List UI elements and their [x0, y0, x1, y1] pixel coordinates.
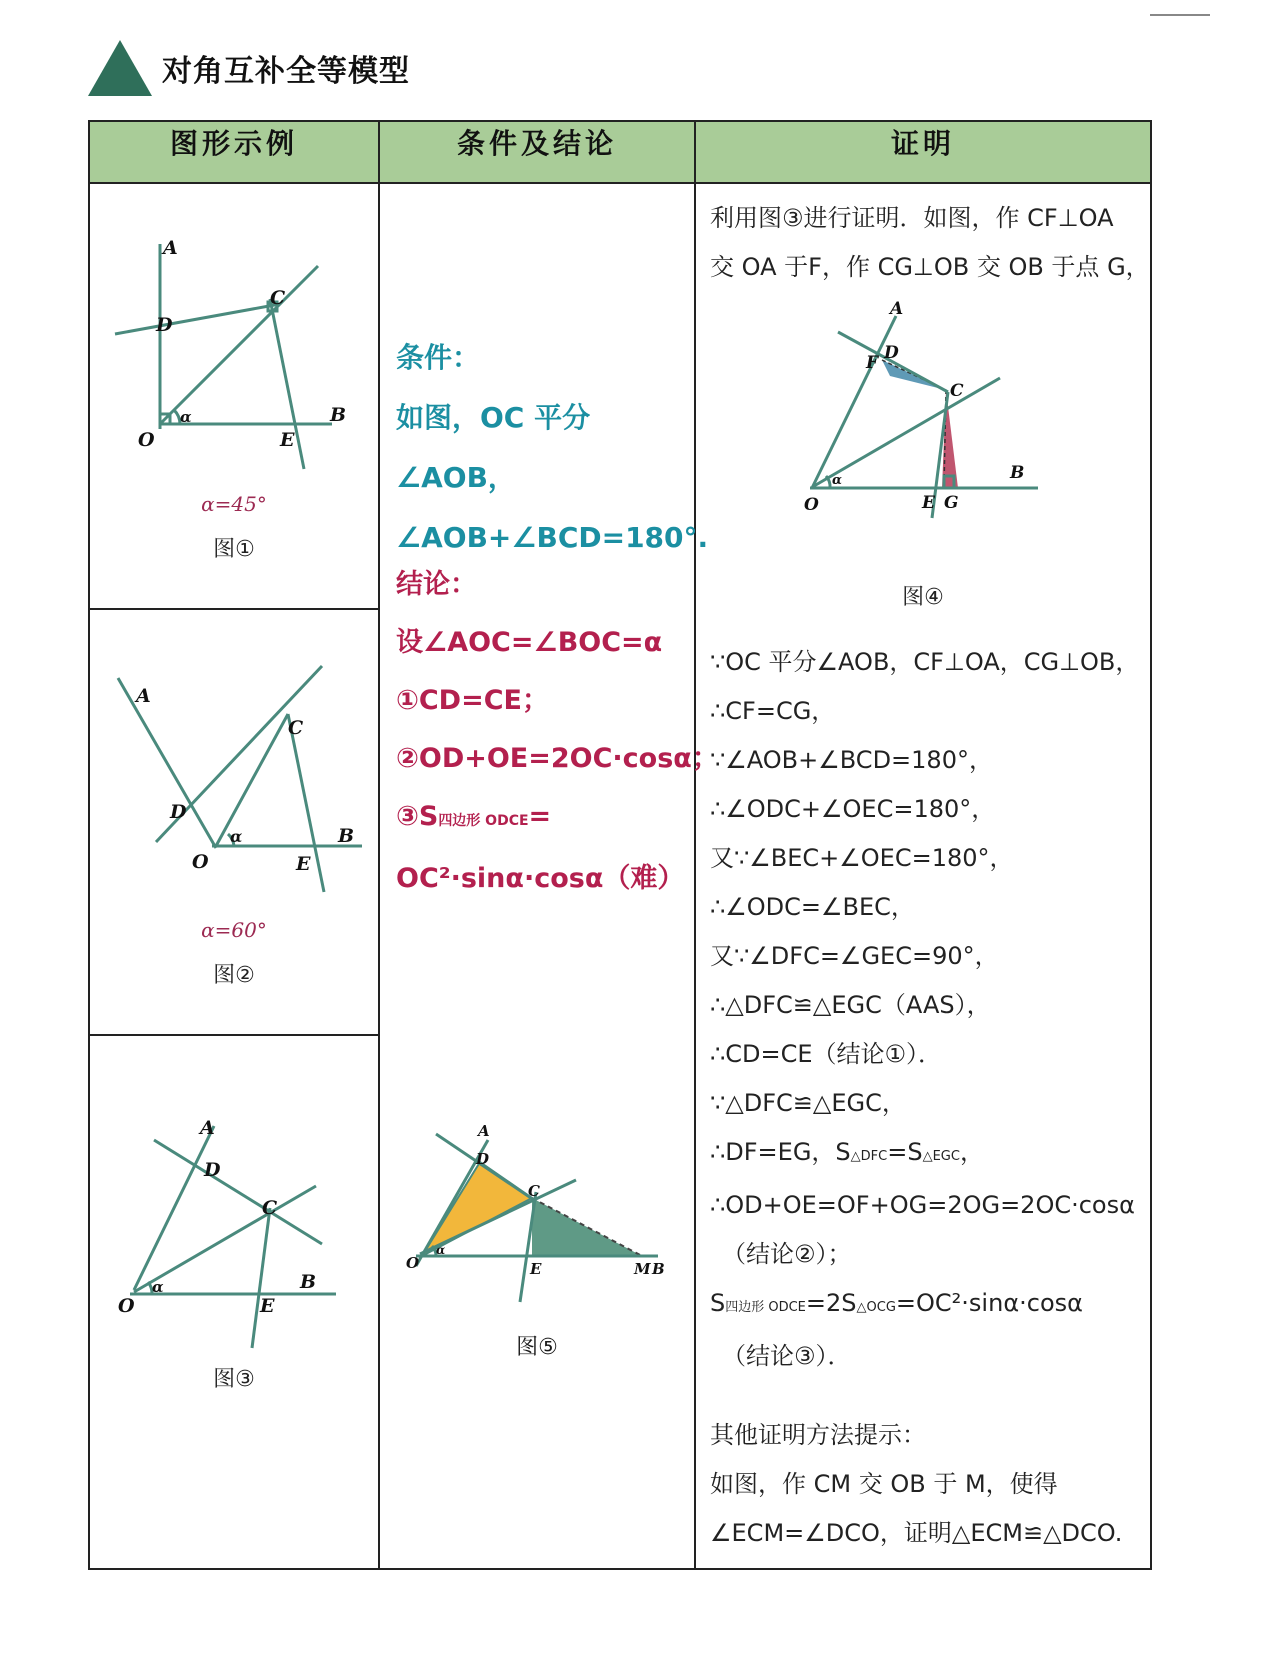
label-C: C [528, 1182, 540, 1200]
label-B: B [652, 1260, 665, 1278]
label-O: O [406, 1254, 420, 1272]
proof-s-sub2: △OCG [856, 1300, 896, 1315]
proof-step-12: ∴OD+OE=OF+OG=2OG=2OC·cosα [710, 1191, 1135, 1219]
label-alpha: α [832, 473, 843, 488]
conditions-heading: 条件： [396, 341, 481, 374]
figure-5-diagram [380, 1120, 694, 1320]
figure-3-diagram [90, 1036, 378, 1472]
conclusions-heading: 结论： [396, 569, 477, 600]
conclusions-block [396, 556, 719, 908]
label-O: O [138, 429, 155, 451]
figure-2-label: 图② [213, 963, 255, 988]
proof-step-7: 又∵∠DFC=∠GEC=90°， [710, 942, 999, 970]
label-B: B [300, 1271, 317, 1293]
figure-1-alpha: α=45° [201, 492, 267, 516]
label-O: O [118, 1295, 135, 1317]
conclusion-s-sub: 四边形 ODCE [438, 813, 529, 829]
figure-3 [90, 1036, 378, 1472]
proof-step-13 [710, 1279, 1136, 1332]
proof-conclusion-3: （结论③）． [722, 1342, 852, 1370]
label-B: B [338, 825, 355, 847]
label-A: A [163, 237, 178, 259]
label-A: A [890, 299, 904, 319]
proof-s-tail: =OC²·sinα·cosα [895, 1289, 1083, 1317]
label-alpha: α [230, 827, 243, 846]
conclusion-s: ③S [396, 801, 439, 832]
header-proof: 证明 [695, 121, 1151, 183]
figure-1-label: 图① [213, 537, 255, 562]
proof-step-3: ∵∠AOB+∠BCD=180°， [710, 746, 993, 774]
label-E: E [296, 853, 311, 875]
proof-intro-1: 利用图③进行证明．如图，作 CF⊥OA [710, 204, 1114, 232]
proof-step-1: ∵OC 平分∠AOB，CF⊥OA，CG⊥OB， [710, 648, 1140, 676]
figure-4 [710, 292, 1136, 622]
proof-step-2: ∴CF=CG， [710, 697, 836, 725]
figure-5-label: 图⑤ [516, 1335, 558, 1360]
figure-4-diagram [710, 292, 1136, 592]
proof-step-4: ∴∠ODC+∠OEC=180°， [710, 795, 996, 823]
proof-conclusion-2: （结论②）； [722, 1240, 852, 1268]
other-method-2: ∠ECM=∠DCO，证明△ECM≌△DCO. [710, 1519, 1123, 1547]
conditions-block [396, 328, 709, 568]
title-bar [88, 38, 410, 98]
other-method-heading: 其他证明方法提示： [710, 1421, 926, 1449]
figure-1 [90, 184, 378, 610]
proof-intro-2: 交 OA 于F，作 CG⊥OB 交 OB 于点 G， [710, 253, 1150, 281]
label-E: E [530, 1260, 542, 1278]
label-D: D [476, 1150, 490, 1168]
label-D: D [884, 343, 899, 363]
conclusion-line-3: ②OD+OE=2OC·cosα； [396, 743, 719, 774]
conditions-column [380, 184, 719, 1468]
conclusion-line-4 [396, 788, 690, 850]
label-E: E [280, 429, 295, 451]
proof-df-eg-prefix: ∴DF=EG，S [710, 1138, 851, 1166]
model-table [88, 120, 1152, 1570]
label-alpha: α [180, 408, 192, 426]
proof-step-6: ∴∠ODC=∠BEC， [710, 893, 915, 921]
proof-step-10: ∵△DFC≌△EGC， [710, 1089, 906, 1117]
label-C: C [270, 287, 286, 309]
conclusion-line-1: 设∠AOC=∠BOC=α [396, 627, 663, 658]
proof-step-11 [710, 1128, 1136, 1181]
header-conditions: 条件及结论 [379, 121, 695, 183]
label-O: O [804, 495, 819, 515]
figure-4-label: 图④ [902, 585, 944, 610]
label-G: G [944, 493, 959, 513]
top-edge-mark [1150, 14, 1210, 16]
conclusion-line-5: OC²·sinα·cosα（难） [396, 863, 685, 894]
label-C: C [950, 381, 964, 401]
conclusion-line-2: ①CD=CE； [396, 685, 549, 716]
label-B: B [330, 404, 347, 426]
condition-line-1: 如图，OC 平分∠AOB， [396, 401, 591, 494]
label-alpha: α [152, 1278, 164, 1296]
conclusion-s-eq: = [528, 801, 552, 832]
proof-s-rest: =2S [805, 1289, 857, 1317]
label-E: E [260, 1295, 275, 1317]
figure-2-alpha: α=60° [201, 918, 267, 942]
figure-3-label: 图③ [213, 1367, 255, 1392]
proof-s-prefix: S [710, 1289, 726, 1317]
label-alpha: α [436, 1243, 446, 1257]
page-title: 对角互补全等模型 [162, 54, 410, 89]
label-C: C [288, 717, 304, 739]
label-E: E [922, 493, 935, 513]
proof-step-5: 又∵∠BEC+∠OEC=180°， [710, 844, 1014, 872]
label-A: A [478, 1122, 490, 1140]
proof-df-eg-sub1: △DFC [850, 1149, 888, 1164]
label-C: C [262, 1197, 278, 1219]
condition-line-2: ∠AOB+∠BCD=180°. [396, 521, 709, 554]
label-D: D [204, 1159, 221, 1181]
proof-df-eg-sub2: △EGC [922, 1149, 960, 1164]
label-B: B [1010, 463, 1025, 483]
proof-column [696, 184, 1150, 1568]
label-M: M [634, 1260, 651, 1278]
header-figures: 图形示例 [89, 121, 379, 183]
proof-step-9: ∴CD=CE（结论①）． [710, 1040, 943, 1068]
triangle-icon [88, 40, 152, 96]
proof-step-8: ∴△DFC≌△EGC（AAS）， [710, 991, 991, 1019]
label-O: O [192, 851, 209, 873]
label-F: F [866, 353, 879, 373]
label-A: A [136, 685, 151, 707]
proof-df-eg-mid: =S [887, 1138, 923, 1166]
label-A: A [200, 1117, 215, 1139]
proof-s-sub: 四边形 ODCE [725, 1300, 806, 1315]
other-method-1: 如图，作 CM 交 OB 于 M，使得 [710, 1470, 1058, 1498]
label-D: D [170, 801, 187, 823]
figure-2 [90, 610, 378, 1036]
proof-df-eg-suffix: ， [959, 1138, 984, 1166]
label-D: D [156, 314, 173, 336]
